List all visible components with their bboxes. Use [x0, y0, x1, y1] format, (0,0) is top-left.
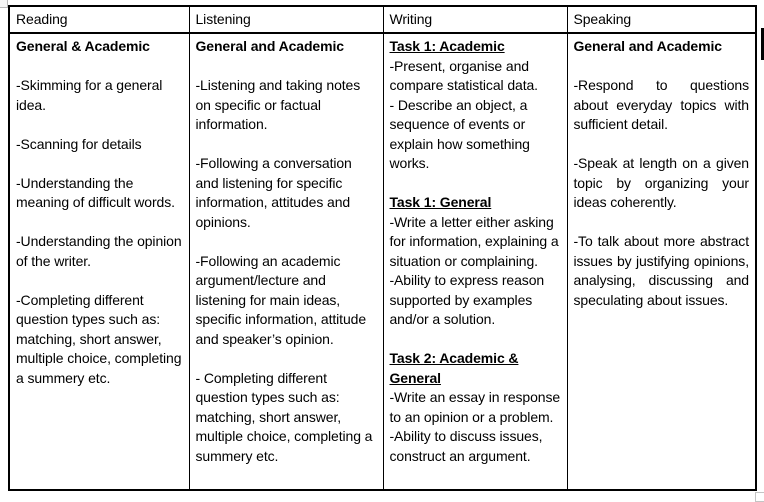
- paragraph: -Ability to discuss issues, construct an argument.: [389, 428, 543, 464]
- paragraph: Task 1: Academic: [389, 38, 505, 54]
- paragraph: -To talk about more abstract issues by justifying opinions, analysing, discussing and speculating about issues.: [573, 233, 749, 308]
- paragraph: -Following a conversation and listening for specific information, attitudes and opinions.: [195, 155, 352, 230]
- paragraph: -Respond to questions about everyday topics with sufficient detail.: [573, 77, 749, 132]
- paragraph: -Present, organise and compare statistical data.: [389, 57, 538, 93]
- paragraph: -Write a letter either asking for information, explaining a situation or complaining.: [389, 213, 559, 269]
- paragraph: - Completing different question types such as: matching, short answer, multiple choice, completing a summery etc.: [195, 369, 373, 464]
- table-body-row: [9, 33, 756, 490]
- column-header-reading[interactable]: Reading: [9, 6, 189, 33]
- column-cell-reading[interactable]: [9, 33, 189, 490]
- column-cell-speaking[interactable]: [567, 33, 756, 490]
- paragraph: -Completing different question types such as: matching, short answer, multiple choice, completing a summery etc.: [16, 291, 182, 386]
- column-header-writing[interactable]: Writing: [383, 6, 567, 33]
- column-header-speaking[interactable]: Speaking: [567, 6, 756, 33]
- paragraph: Task 1: General: [389, 194, 492, 210]
- paragraph: -Skimming for a general idea.: [16, 77, 163, 113]
- column-cell-writing[interactable]: [383, 33, 567, 490]
- column-header-listening[interactable]: Listening: [189, 6, 383, 33]
- column-cell-listening[interactable]: [189, 33, 383, 490]
- skills-table: [8, 5, 757, 491]
- table-move-handle-icon[interactable]: [0, 0, 8, 8]
- paragraph: -Following an academic argument/lecture and listening for main ideas, specific information, attitude and speaker’s opinion.: [195, 252, 367, 347]
- paragraph: -Understanding the opinion of the writer.: [16, 233, 182, 269]
- paragraph: General and Academic: [195, 38, 344, 54]
- paragraph: Task 2: Academic & General: [389, 350, 519, 386]
- paragraph: General and Academic: [573, 38, 722, 54]
- paragraph: - Describe an object, a sequence of events or explain how something works.: [389, 96, 530, 171]
- table-header-row: [9, 6, 756, 33]
- paragraph: -Ability to express reason supported by examples and/or a solution.: [389, 272, 545, 327]
- paragraph: -Write an essay in response to an opinion or a problem.: [389, 389, 561, 425]
- skills-table-wrapper: [8, 5, 755, 491]
- paragraph: General & Academic: [16, 38, 150, 54]
- paragraph: -Listening and taking notes on specific or factual information.: [195, 77, 361, 132]
- paragraph: -Understanding the meaning of difficult words.: [16, 174, 175, 210]
- paragraph: -Scanning for details: [16, 135, 142, 152]
- paragraph: -Speak at length on a given topic by organizing your ideas coherently.: [573, 155, 749, 210]
